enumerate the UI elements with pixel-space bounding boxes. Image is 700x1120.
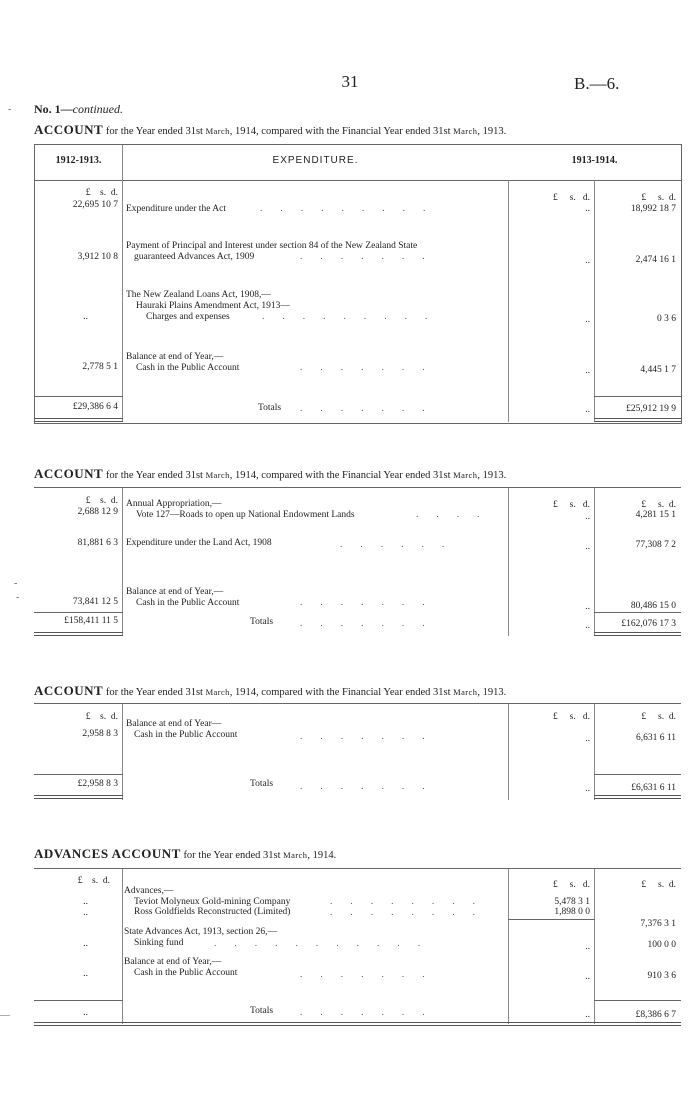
row-description: Balance at end of Year,—	[126, 352, 224, 362]
table-cell-curr: 6,631 6 11	[635, 733, 676, 743]
page-number: 31	[341, 72, 359, 91]
row-description: Cash in the Public Account	[136, 598, 240, 608]
section-continued: continued.	[72, 102, 123, 116]
row-description: Cash in the Public Account	[134, 968, 238, 978]
table-cell-mid: ..	[585, 942, 590, 952]
table-cell-mid: 1,898 0 0	[554, 907, 590, 917]
table-cell-mid: ..	[585, 734, 590, 744]
table-cell-mid: ..	[585, 972, 590, 982]
table-cell-prev: ..	[83, 908, 88, 918]
table-cell-prev: ..	[83, 897, 88, 907]
currency-header: £ s. d.	[641, 880, 676, 890]
table-cell-mid: ..	[585, 256, 590, 266]
account-1-title: ACCOUNT for the Year ended 31st March, 1914, compared with the Financial Year ended 31st March, 1913.	[34, 122, 507, 137]
currency-header: £ s. d.	[553, 880, 590, 890]
row-description: guaranteed Advances Act, 1909	[134, 252, 255, 262]
table-cell-prev: 3,912 10 8	[77, 252, 118, 262]
currency-header: £ s. d.	[553, 712, 590, 722]
currency-header: £ s. d.	[85, 188, 118, 198]
row-description: Expenditure under the Land Act, 1908	[126, 538, 272, 548]
table-cell-mid: ..	[585, 542, 590, 552]
total-curr: £25,912 19 9	[626, 404, 676, 414]
col-header-prev: 1912-1913.	[55, 155, 102, 166]
col-header-expenditure: EXPENDITURE.	[272, 155, 359, 166]
table-cell-curr: 4,445 1 7	[640, 365, 676, 375]
row-description: Hauraki Plains Amendment Act, 1913—	[136, 301, 290, 311]
totals-label: Totals	[250, 1006, 274, 1016]
row-description: Cash in the Public Account	[136, 363, 240, 373]
total-prev: £2,958 8 3	[77, 779, 118, 789]
table-cell-prev: 2,958 8 3	[82, 729, 118, 739]
totals-label: Totals	[258, 403, 282, 413]
table-cell-prev: ..	[83, 939, 88, 949]
table-cell-curr: 100 0 0	[647, 940, 676, 950]
total-mid: ..	[585, 621, 590, 631]
total-prev: £29,386 6 4	[72, 402, 118, 412]
currency-header: £ s. d.	[641, 712, 676, 722]
row-description: Advances,—	[124, 886, 174, 896]
account-3-title: ACCOUNT for the Year ended 31st March, 1914, compared with the Financial Year ended 31st March, 1913.	[34, 683, 507, 698]
currency-header: £ s. d.	[553, 193, 590, 203]
total-curr: £162,076 17 3	[621, 619, 676, 629]
total-mid: ..	[585, 405, 590, 415]
table-cell-prev: ..	[83, 969, 88, 979]
total-prev: £158,411 11 5	[64, 616, 118, 626]
table-cell-mid: ..	[585, 512, 590, 522]
section-number: No. 1—	[34, 102, 73, 116]
total-curr: £8,386 6 7	[635, 1010, 676, 1020]
row-description: State Advances Act, 1913, section 26,—	[124, 927, 278, 937]
table-cell-prev: 73,841 12 5	[72, 597, 118, 607]
row-description: Expenditure under the Act	[126, 204, 226, 214]
table-cell-curr: 910 3 6	[647, 971, 676, 981]
account-1-table	[34, 144, 682, 424]
table-cell-prev: 22,695 10 7	[72, 200, 118, 210]
advances-account-title: ADVANCES ACCOUNT for the Year ended 31st March, 1914.	[34, 846, 337, 861]
section-heading	[34, 102, 123, 117]
row-description: Teviot Molyneux Gold-mining Company	[134, 897, 291, 907]
table-cell-prev: 2,778 5 1	[82, 362, 118, 372]
table-cell-curr: 2,474 16 1	[635, 255, 676, 265]
row-description: Balance at end of Year—	[126, 719, 222, 729]
row-description: Ross Goldfields Reconstructed (Limited)	[134, 907, 291, 917]
col-header-curr: 1913-1914.	[571, 155, 618, 166]
table-cell-mid: ..	[585, 602, 590, 612]
total-prev: ..	[83, 1008, 88, 1018]
table-cell-mid: 5,478 3 1	[554, 897, 590, 907]
row-description: Annual Appropriation,—	[126, 499, 222, 509]
table-cell-curr: 18,992 18 7	[630, 204, 676, 214]
currency-header: £ s. d.	[553, 500, 590, 510]
row-description: Sinking fund	[134, 938, 184, 948]
row-description: Balance at end of Year,—	[124, 957, 222, 967]
table-cell-curr: 80,486 15 0	[630, 601, 676, 611]
table-cell-curr: 7,376 3 1	[640, 919, 676, 929]
table-cell-prev: 81,881 6 3	[77, 538, 118, 548]
row-description: Vote 127—Roads to open up National Endowment Lands	[136, 510, 355, 520]
row-description: Payment of Principal and Interest under section 84 of the New Zealand State	[126, 241, 418, 251]
total-curr: £6,631 6 11	[631, 783, 676, 793]
table-cell-prev: ..	[83, 312, 88, 322]
table-cell-curr: 77,308 7 2	[635, 540, 676, 550]
table-cell-curr: 0 3 6	[657, 314, 676, 324]
account-2-title: ACCOUNT for the Year ended 31st March, 1914, compared with the Financial Year ended 31st March, 1913.	[34, 466, 507, 481]
document-reference: B.—6.	[574, 74, 620, 93]
table-cell-mid: ..	[585, 204, 590, 214]
row-description: The New Zealand Loans Act, 1908,—	[126, 290, 271, 300]
table-cell-mid: ..	[585, 315, 590, 325]
table-cell-prev: 2,688 12 9	[77, 507, 118, 517]
total-mid: ..	[585, 1010, 590, 1020]
row-description: Cash in the Public Account	[134, 730, 238, 740]
row-description: Charges and expenses	[146, 312, 230, 322]
totals-label: Totals	[250, 779, 274, 789]
currency-header: £ s. d.	[85, 496, 118, 506]
row-description: Balance at end of Year,—	[126, 587, 224, 597]
currency-header: £ s. d.	[85, 712, 118, 722]
totals-label: Totals	[250, 617, 274, 627]
currency-header: £ s. d.	[641, 193, 676, 203]
total-mid: ..	[585, 784, 590, 794]
currency-header: £ s. d.	[77, 876, 110, 886]
table-cell-curr: 4,281 15 1	[635, 510, 676, 520]
currency-header: £ s. d.	[641, 500, 676, 510]
table-cell-mid: ..	[585, 366, 590, 376]
